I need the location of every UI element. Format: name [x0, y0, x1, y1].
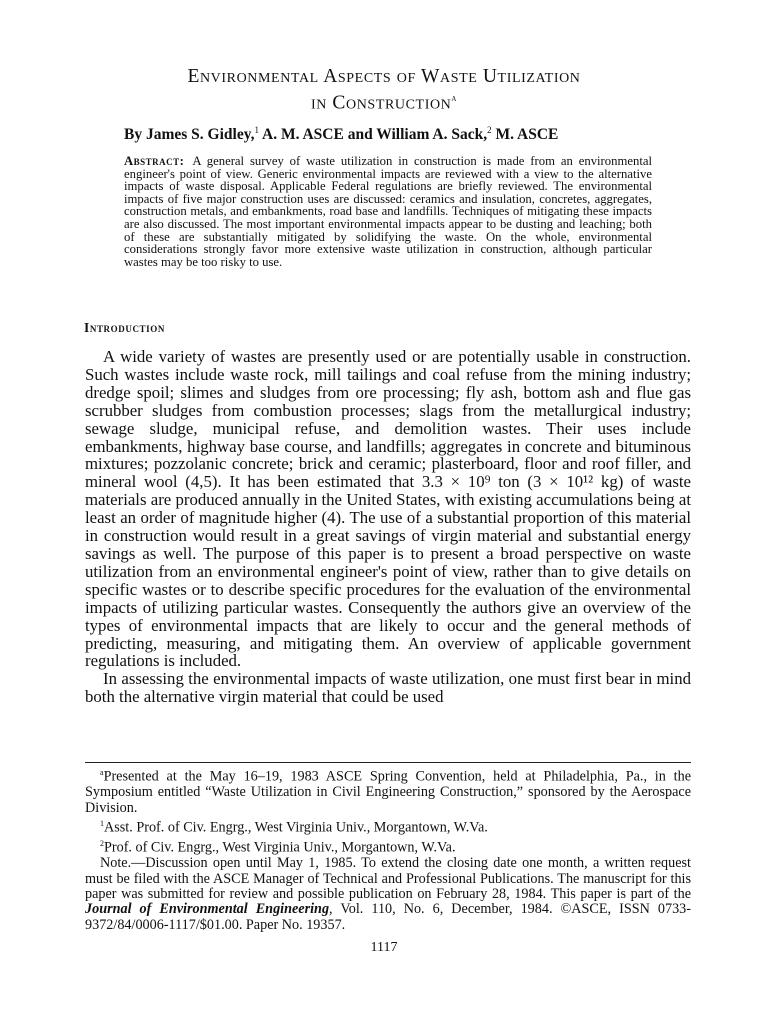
byline-by: By James S. Gidley,	[124, 126, 255, 144]
footnote-2	[85, 836, 691, 856]
footnote-1-marker: 1	[100, 818, 104, 828]
abstract-label: Abstract:	[124, 154, 185, 168]
footnote-a-text: Presented at the May 16–19, 1983 ASCE Spring Convention, held at Philadelphia, Pa., in the Symposium entitled “Waste Utilization in Civil Engineering Construction,” sponsored by the Aerospace Division.	[85, 768, 691, 816]
title-line-2	[100, 88, 668, 115]
body-text	[85, 348, 691, 706]
footnote-1	[85, 816, 691, 836]
title-line-2-text: in Construction	[310, 92, 452, 114]
author1-marker: 1	[254, 125, 259, 135]
page-number: 1117	[370, 940, 398, 955]
byline-author2-rest: M. ASCE	[491, 126, 559, 144]
author2-marker: 2	[487, 125, 492, 135]
title-footnote-marker: a	[451, 93, 458, 104]
footnote-1-text: Asst. Prof. of Civ. Engrg., West Virginia Univ., Morgantown, W.Va.	[104, 819, 488, 836]
body-paragraph-2: In assessing the environmental impacts of waste utilization, one must first bear in mind both the alternative virgin material that could be used	[85, 669, 691, 707]
footnote-a-marker: a	[100, 768, 104, 777]
footnote-2-marker: 2	[100, 839, 104, 849]
title-line-1: Environmental Aspects of Waste Utilization	[187, 66, 581, 87]
footnotes	[85, 765, 691, 933]
note-text-before: Note.—Discussion open until May 1, 1985. To extend the closing date one month, a written request must be filed with the ASCE Manager of Technical and Professional Publications. The manuscript for this paper was submitted for review and possible publication on February 28, 1984. This paper is part of the	[85, 855, 691, 903]
footnote-divider	[85, 762, 691, 763]
note-text-after: , Vol. 110, No. 6, December, 1984. ©ASCE, ISSN 0733-9372/84/0006-1117/$01.00. Paper No. 19357.	[85, 901, 692, 933]
discussion-note	[85, 856, 691, 933]
author-byline	[124, 121, 684, 144]
section-heading-introduction: Introduction	[84, 320, 165, 335]
byline-author1-rest: A. M. ASCE and William A. Sack,	[258, 126, 488, 144]
body-paragraph-1: A wide variety of wastes are presently used or are potentially usable in construction. Such wastes include waste rock, mill tailings and coal refuse from the mining industry; dredge spoil; slimes and sludges from ore processing; fly ash, bottom ash and flue gas scrubber sludges from combustion processes; slags from the metallurgical industry; sewage sludge, municipal refuse, and demolition wastes. Their uses include embankments, highway base course, and landfills; aggregates in concrete and bituminous mixtures; pozzolanic concrete; brick and ceramic; plasterboard, floor and roof filler, and mineral wool (4,5). It has been estimated that 3.3 × 10⁹ ton (3 × 10¹² kg) of waste materials are produced annually in the United States, with existing accumulations being at least an order of magnitude higher (4). The use of a substantial proportion of this material in construction would result in a great savings of virgin material and substantial energy savings as well. The purpose of this paper is to present a broad perspective on waste utilization from an environmental engineer's point of view, rather than to give details on specific wastes or to describe specific procedures for the evaluation of the environmental impacts of utilizing particular wastes. Consequently the authors give an overview of the types of environmental impacts that are likely to occur and the general methods of predicting, measuring, and mitigating them. An overview of applicable government regulations is included.	[85, 347, 691, 671]
journal-name: Journal of Environmental Engineering	[85, 901, 330, 918]
footnote-a	[85, 765, 691, 816]
abstract	[124, 155, 652, 268]
abstract-text: A general survey of waste utilization in construction is made from an environmental engineer's point of view. Generic environmental impacts are reviewed with a view to the alternative impacts of waste disposal. Applicable Federal regulations are briefly reviewed. The environmental impacts of five major construction uses are discussed: ceramics and insulation, concretes, aggregates, construction metals, and embankments, road base and landfills. Techniques of mitigating these impacts are also discussed. The most important environmental impacts appear to be dusting and leaching; both of these are substantially mitigated by solidifying the waste. On the whole, environmental considerations strongly favor more extensive waste utilization in construction, although particular wastes may be too risky to use.	[124, 154, 652, 269]
footnote-2-text: Prof. of Civ. Engrg., West Virginia Univ., Morgantown, W.Va.	[104, 839, 456, 856]
paper-title	[100, 66, 668, 115]
